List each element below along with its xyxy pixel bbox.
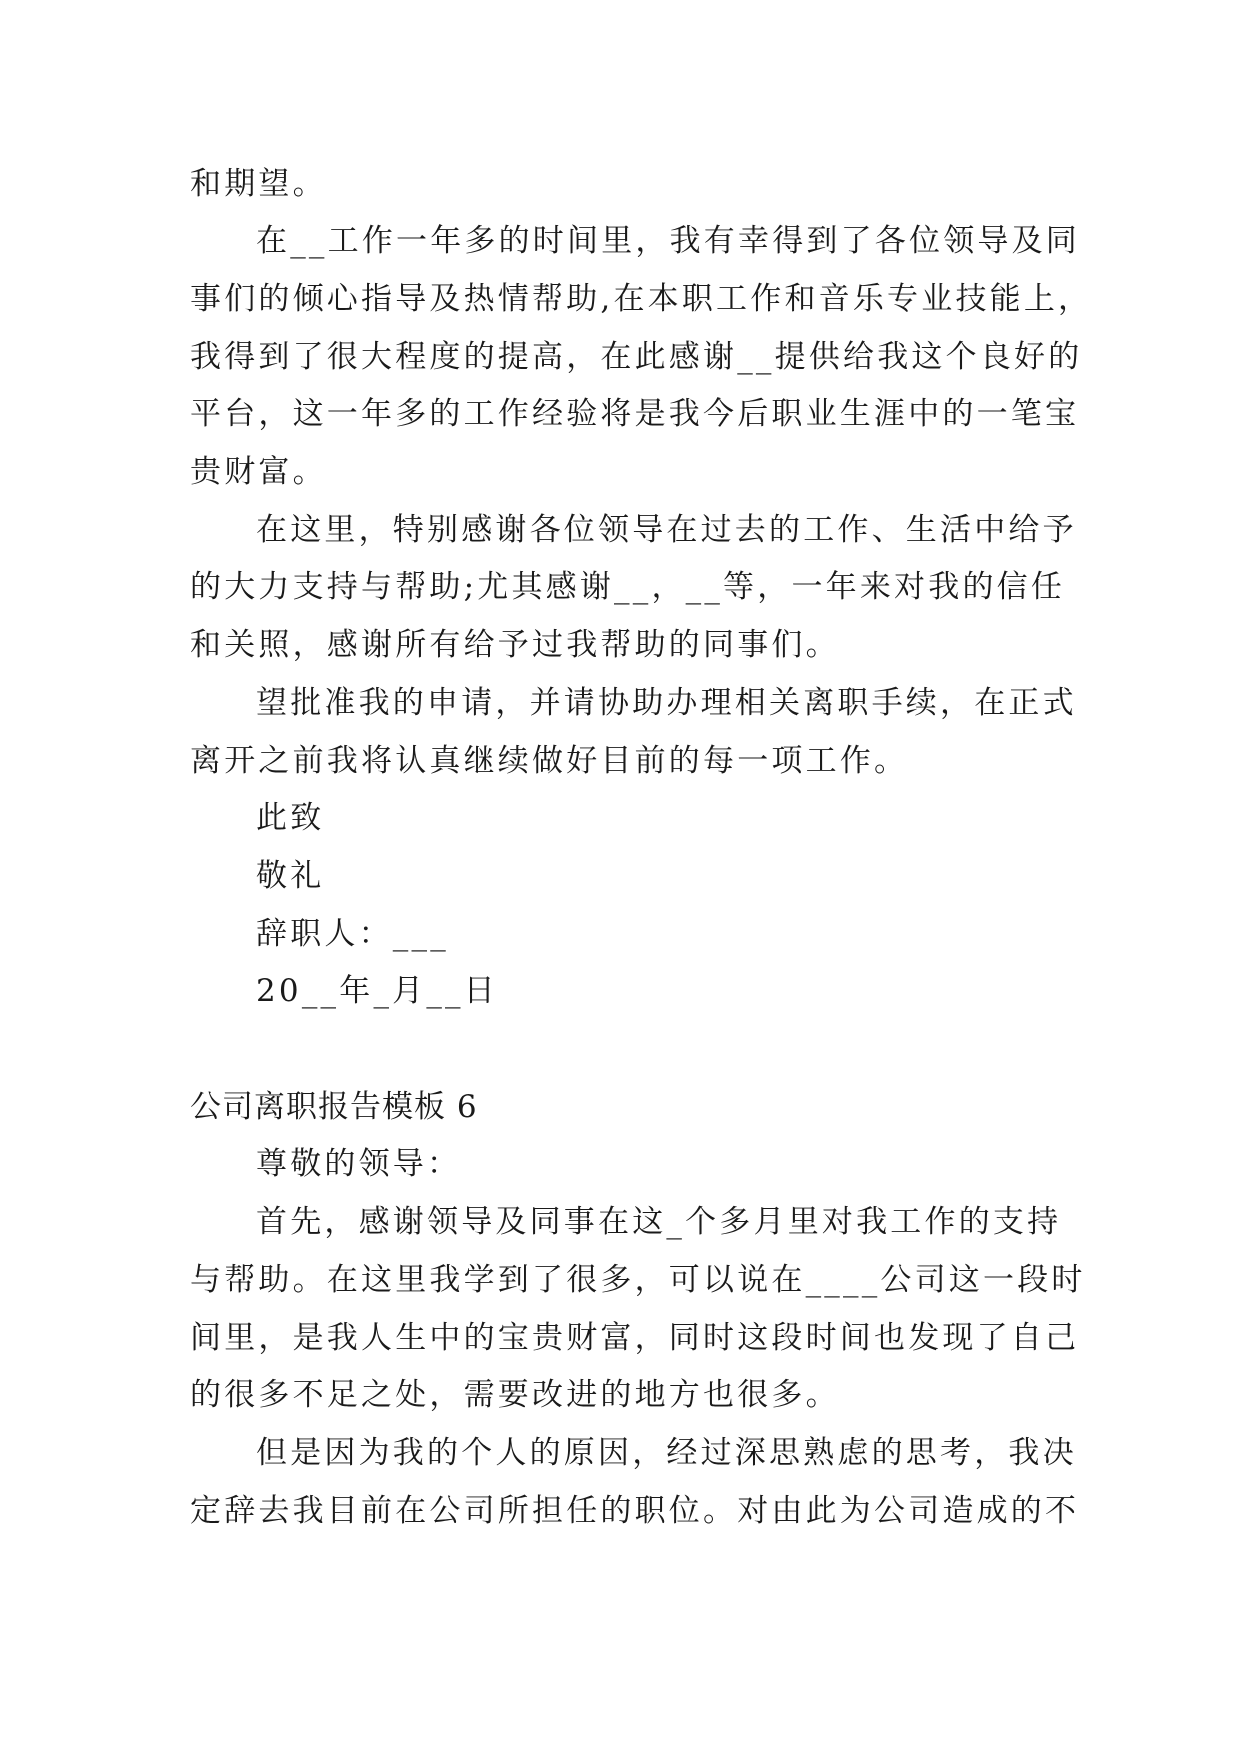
paragraph-line: 和关照，感谢所有给予过我帮助的同事们。 [190, 627, 840, 663]
paragraph-line: 望批准我的申请，并请协助办理相关离职手续，在正式 [256, 685, 1077, 721]
paragraph-line: 平台，这一年多的工作经验将是我今后职业生涯中的一笔宝 [190, 396, 1080, 432]
section-heading: 公司离职报告模板 6 [190, 1089, 478, 1125]
paragraph-line: 离开之前我将认真继续做好目前的每一项工作。 [190, 743, 909, 779]
paragraph-line: 但是因为我的个人的原因，经过深思熟虑的思考，我决 [256, 1435, 1077, 1471]
paragraph-line: 首先，感谢领导及同事在这_个多月里对我工作的支持 [256, 1204, 1062, 1240]
paragraph-line: 的大力支持与帮助;尤其感谢__，__等，一年来对我的信任 [190, 569, 1066, 605]
salutation-line: 尊敬的领导： [256, 1146, 462, 1182]
paragraph-line: 与帮助。在这里我学到了很多，可以说在____公司这一段时 [190, 1262, 1086, 1298]
paragraph-line: 我得到了很大程度的提高，在此感谢__提供给我这个良好的 [190, 339, 1083, 375]
paragraph-line: 在这里，特别感谢各位领导在过去的工作、生活中给予 [256, 512, 1077, 548]
paragraph-line: 的很多不足之处，需要改进的地方也很多。 [190, 1377, 840, 1413]
closing-line: 敬礼 [256, 858, 325, 894]
paragraph-line: 间里，是我人生中的宝贵财富，同时这段时间也发现了自己 [190, 1320, 1080, 1356]
paragraph-line: 定辞去我目前在公司所担任的职位。对由此为公司造成的不 [190, 1493, 1080, 1529]
date-line: 20__年_月__日 [256, 973, 498, 1009]
paragraph-line: 和期望。 [190, 166, 327, 202]
signature-line: 辞职人：___ [256, 916, 449, 952]
closing-line: 此致 [256, 800, 325, 836]
paragraph-line: 事们的倾心指导及热情帮助,在本职工作和音乐专业技能上， [190, 281, 1093, 317]
paragraph-line: 在__工作一年多的时间里，我有幸得到了各位领导及同 [256, 223, 1080, 259]
paragraph-line: 贵财富。 [190, 454, 327, 490]
